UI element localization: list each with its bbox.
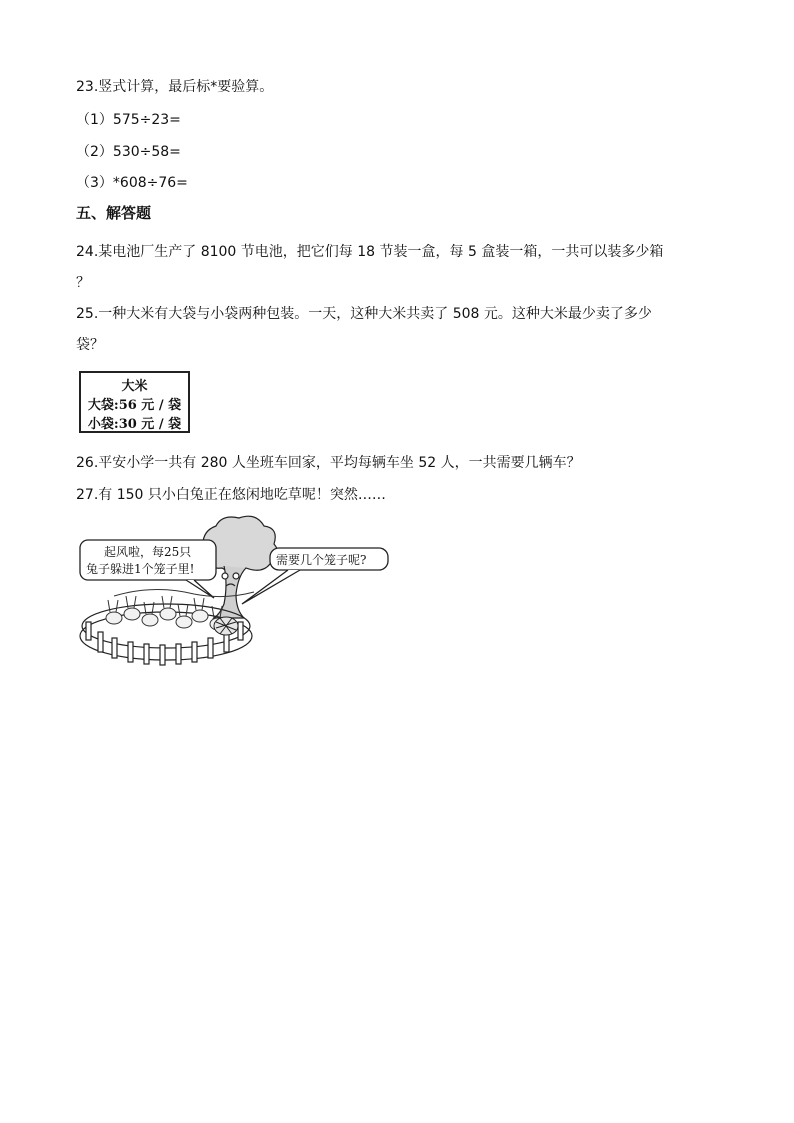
q23-item-3: （3）*608÷76= (76, 175, 188, 191)
rabbit-fence-illustration (74, 514, 394, 674)
rice-box-large: 大袋:56 元 / 袋 (87, 398, 182, 413)
cage-icon (214, 617, 238, 635)
q23-item-1: （1）575÷23= (76, 112, 181, 128)
q26-text: 26.平安小学一共有 280 人坐班车回家，平均每辆车坐 52 人，一共需要几辆车？ (76, 455, 581, 471)
rabbit-fence-svg (74, 514, 394, 674)
left-bubble-line-2: 兔子躲进1个笼子里! (86, 562, 195, 576)
section-5-title: 五、解答题 (76, 204, 152, 222)
q24-line-1: 24.某电池厂生产了 8100 节电池，把它们每 18 节装一盒，每 5 盒装一箱，一共可以装多少箱 (76, 244, 664, 260)
q27-text: 27.有 150 只小白兔正在悠闲地吃草呢！突然…… (76, 487, 386, 503)
rice-box-title: 大米 (121, 379, 148, 394)
q23-title: 23.竖式计算，最后标*要验算。 (76, 79, 274, 95)
q25-line-1: 25.一种大米有大袋与小袋两种包装。一天，这种大米共卖了 508 元。这种大米最少卖了多少 (76, 306, 652, 322)
q23-item-2: （2）530÷58= (76, 144, 181, 160)
rice-box-small: 小袋:30 元 / 袋 (87, 417, 182, 432)
left-bubble-line-1: 起风啦，每25只 (104, 545, 192, 559)
q24-line-2: ？ (76, 275, 90, 291)
q25-line-2: 袋？ (76, 337, 104, 353)
rabbits-group (106, 596, 226, 630)
rice-price-box (79, 371, 190, 433)
right-bubble-text: 需要几个笼子呢? (276, 553, 367, 567)
